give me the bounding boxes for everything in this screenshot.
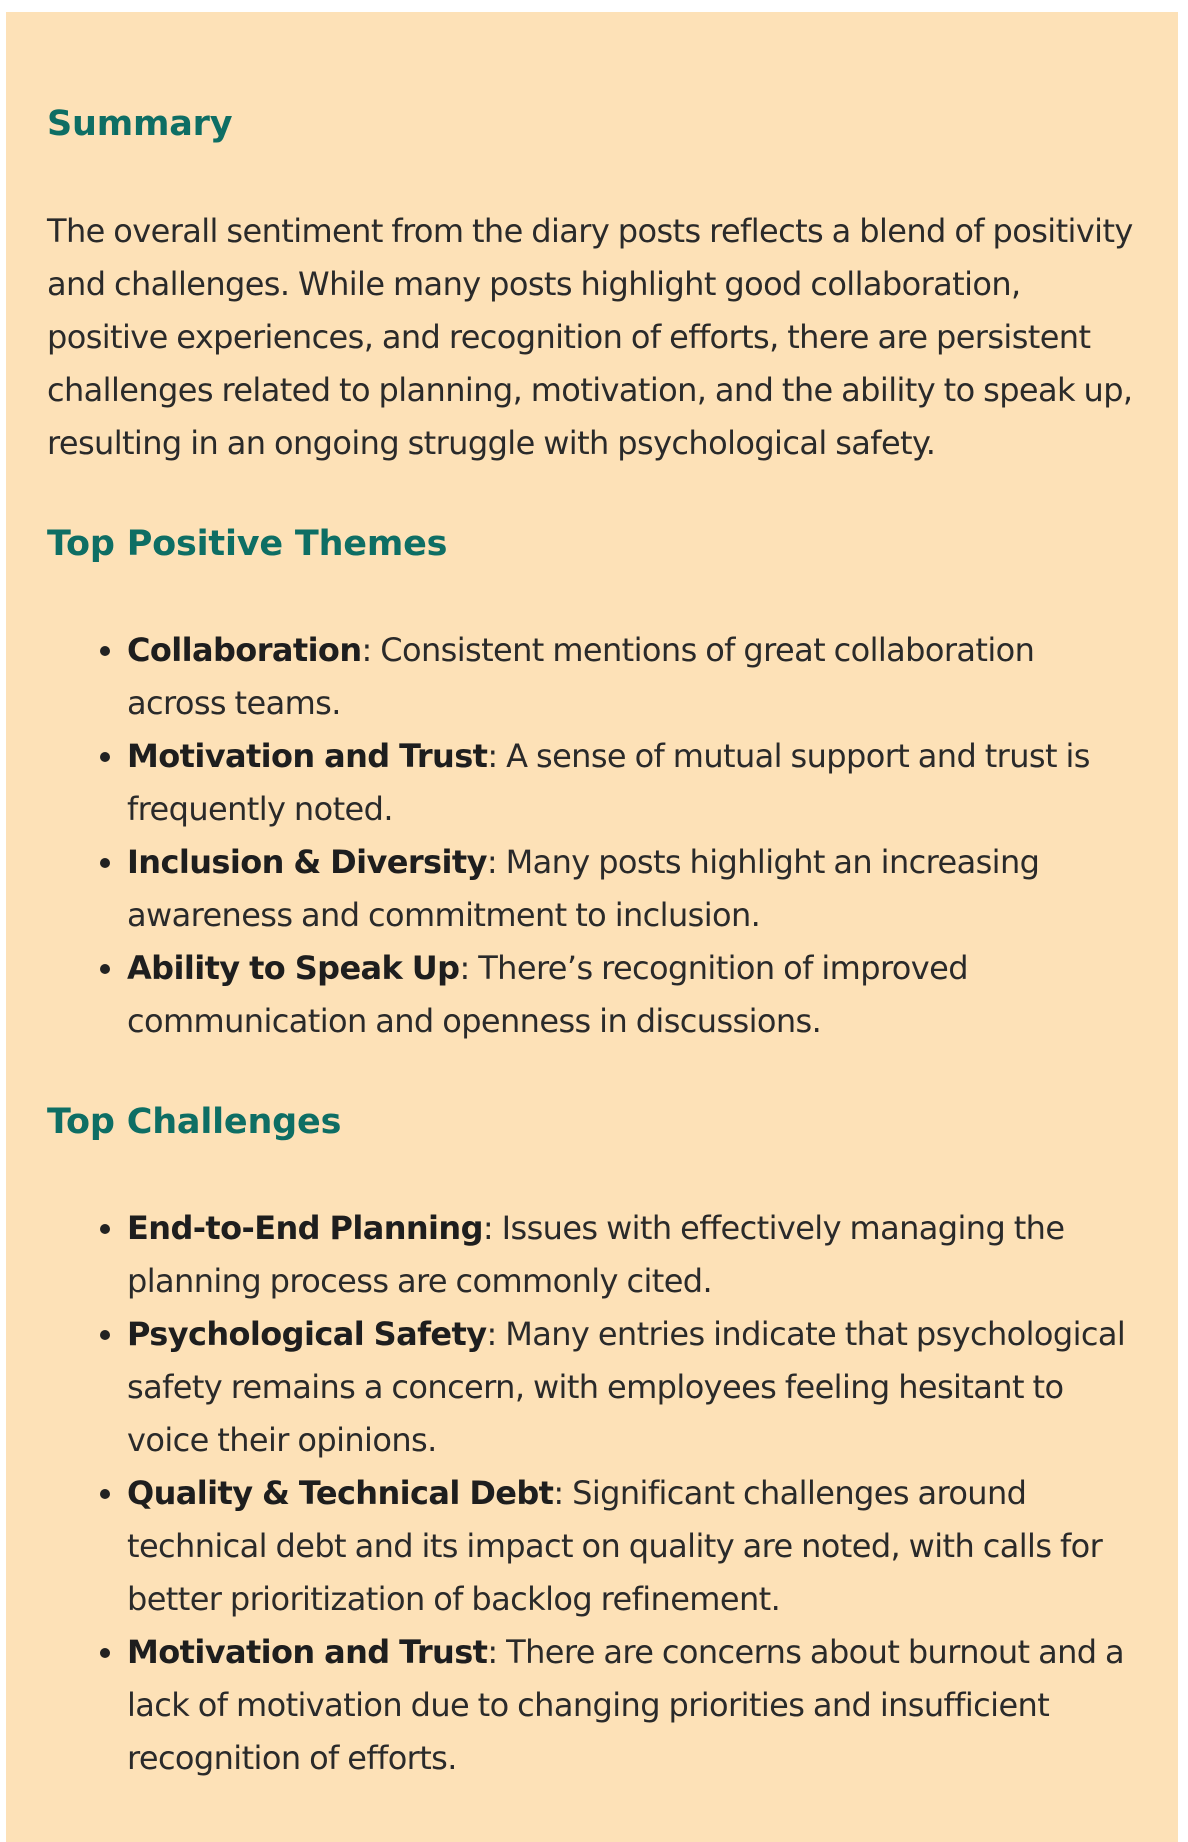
item-text: : Issues with effectively managing the planning process are commonly cited. — [127, 1209, 1065, 1300]
item-text: : Consistent mentions of great collaboration across teams. — [127, 631, 1035, 722]
item-title: End-to-End Planning — [127, 1209, 483, 1247]
item-title: Psychological Safety — [127, 1315, 487, 1353]
item-title: Motivation and Trust — [127, 1633, 488, 1671]
list-item — [127, 1626, 1138, 1785]
item-text: : There’s recognition of improved communication and openness in discussions. — [127, 949, 968, 1040]
list-item — [127, 942, 1138, 1048]
summary-section — [47, 102, 1138, 470]
item-title: Ability to Speak Up — [127, 949, 460, 987]
item-text: : There are concerns about burnout and a lack of motivation due to changing priorities and insufficient recognition of efforts. — [127, 1633, 1125, 1777]
summary-heading: Summary — [47, 104, 233, 144]
item-text: : A sense of mutual support and trust is frequently noted. — [127, 737, 1090, 828]
positive-themes-heading: Top Positive Themes — [47, 524, 448, 564]
list-item — [127, 1202, 1138, 1308]
item-title: Inclusion & Diversity — [127, 843, 487, 881]
item-text: : Many posts highlight an increasing awareness and commitment to inclusion. — [127, 843, 1040, 934]
item-title: Motivation and Trust — [127, 737, 488, 775]
positive-themes-section — [47, 522, 1138, 1048]
list-item — [127, 1308, 1138, 1467]
list-item — [127, 836, 1138, 942]
list-item — [127, 624, 1138, 730]
challenges-heading: Top Challenges — [47, 1102, 342, 1142]
item-title: Collaboration — [127, 631, 362, 669]
item-text: : Many entries indicate that psychological safety remains a concern, with employees feeling hesitant to voice their opinions. — [127, 1315, 1126, 1459]
list-item — [127, 730, 1138, 836]
item-text: : Significant challenges around technical debt and its impact on quality are noted, with calls for better prioritization of backlog refinement. — [127, 1474, 1103, 1618]
summary-text: The overall sentiment from the diary posts reflects a blend of positivity and challenges. While many posts highlight good collaboration, positive experiences, and recognition of efforts, there are persistent challenges related to planning, motivation, and the ability to speak up, resulting in an ongoing struggle with psychological safety. — [47, 212, 1133, 462]
item-title: Quality & Technical Debt — [127, 1474, 554, 1512]
challenges-list — [47, 1202, 1138, 1785]
report-panel — [6, 12, 1178, 1842]
challenges-section — [47, 1100, 1138, 1785]
list-item — [127, 1467, 1138, 1626]
positive-themes-list — [47, 624, 1138, 1048]
